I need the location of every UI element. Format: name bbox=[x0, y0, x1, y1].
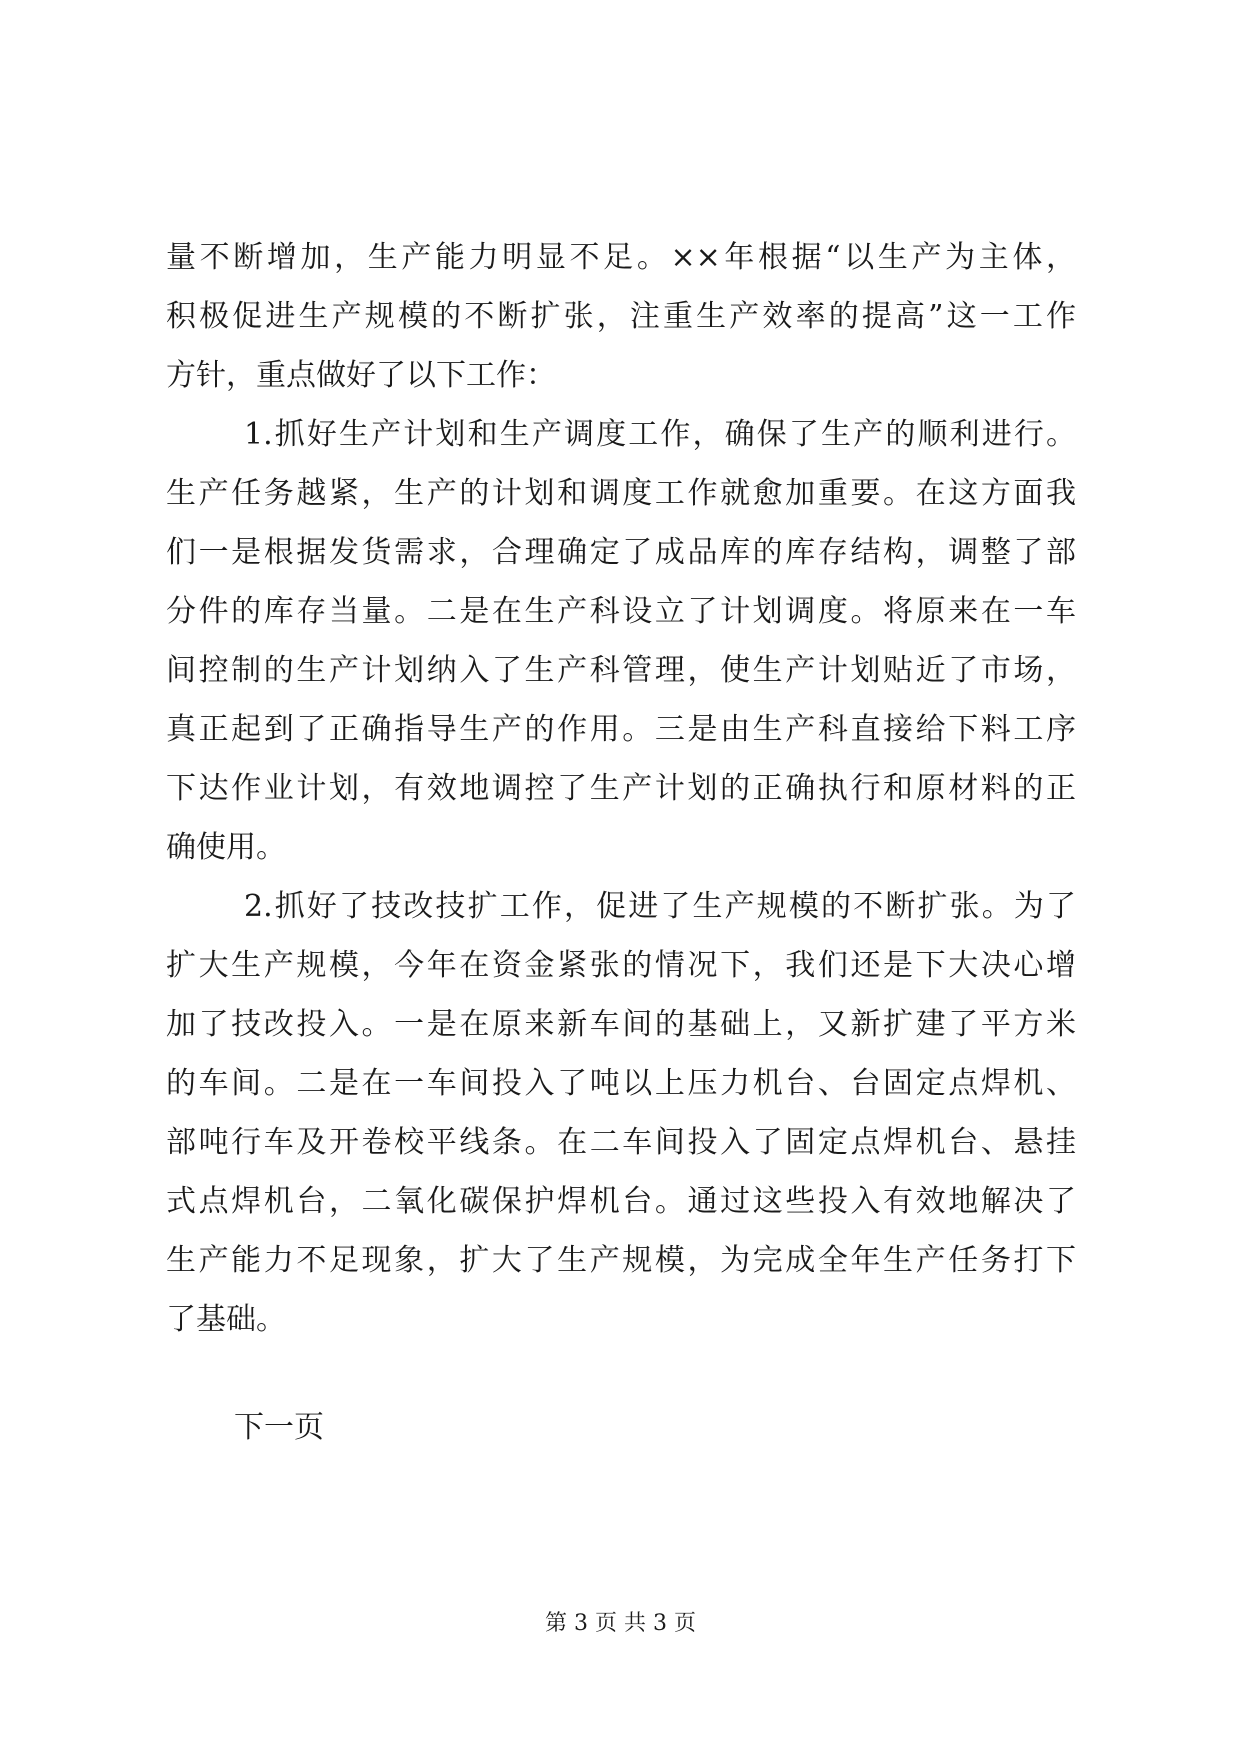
paragraph-item-1 bbox=[166, 405, 1076, 877]
text-line: 量不断增加，生产能力明显不足。××年根据“以生产为主体， bbox=[166, 240, 1076, 275]
paragraph-item-2 bbox=[166, 877, 1076, 1349]
text-line: 扩大生产规模，今年在资金紧张的情况下，我们还是下大决心增 bbox=[166, 948, 1076, 983]
text-line: 们一是根据发货需求，合理确定了成品库的库存结构，调整了部 bbox=[166, 535, 1076, 570]
paragraph-intro bbox=[166, 228, 1076, 405]
text-line: 1.抓好生产计划和生产调度工作，确保了生产的顺利进行。 bbox=[244, 417, 1076, 452]
text-line: 了基础。 bbox=[166, 1302, 286, 1337]
text-line: 分件的库存当量。二是在生产科设立了计划调度。将原来在一车 bbox=[166, 594, 1076, 629]
text-line: 生产能力不足现象，扩大了生产规模，为完成全年生产任务打下 bbox=[166, 1243, 1076, 1278]
text-line: 部吨行车及开卷校平线条。在二车间投入了固定点焊机台、悬挂 bbox=[166, 1125, 1076, 1160]
text-line: 2.抓好了技改技扩工作，促进了生产规模的不断扩张。为了 bbox=[244, 889, 1076, 924]
text-line: 积极促进生产规模的不断扩张，注重生产效率的提高”这一工作 bbox=[166, 299, 1076, 334]
text-line: 加了技改投入。一是在原来新车间的基础上，又新扩建了平方米 bbox=[166, 1007, 1076, 1042]
text-line: 式点焊机台，二氧化碳保护焊机台。通过这些投入有效地解决了 bbox=[166, 1184, 1076, 1219]
document-body bbox=[166, 228, 1076, 1349]
text-line: 真正起到了正确指导生产的作用。三是由生产科直接给下料工序 bbox=[166, 712, 1076, 747]
text-line: 下达作业计划，有效地调控了生产计划的正确执行和原材料的正 bbox=[166, 771, 1076, 806]
text-line: 确使用。 bbox=[166, 830, 286, 865]
text-line: 的车间。二是在一车间投入了吨以上压力机台、台固定点焊机、 bbox=[166, 1066, 1076, 1101]
text-line: 方针，重点做好了以下工作： bbox=[166, 358, 556, 393]
next-page-link[interactable]: 下一页 bbox=[234, 1410, 324, 1445]
text-line: 生产任务越紧，生产的计划和调度工作就愈加重要。在这方面我 bbox=[166, 476, 1076, 511]
page-number-footer: 第 3 页 共 3 页 bbox=[545, 1611, 696, 1636]
text-line: 间控制的生产计划纳入了生产科管理，使生产计划贴近了市场， bbox=[166, 653, 1076, 688]
